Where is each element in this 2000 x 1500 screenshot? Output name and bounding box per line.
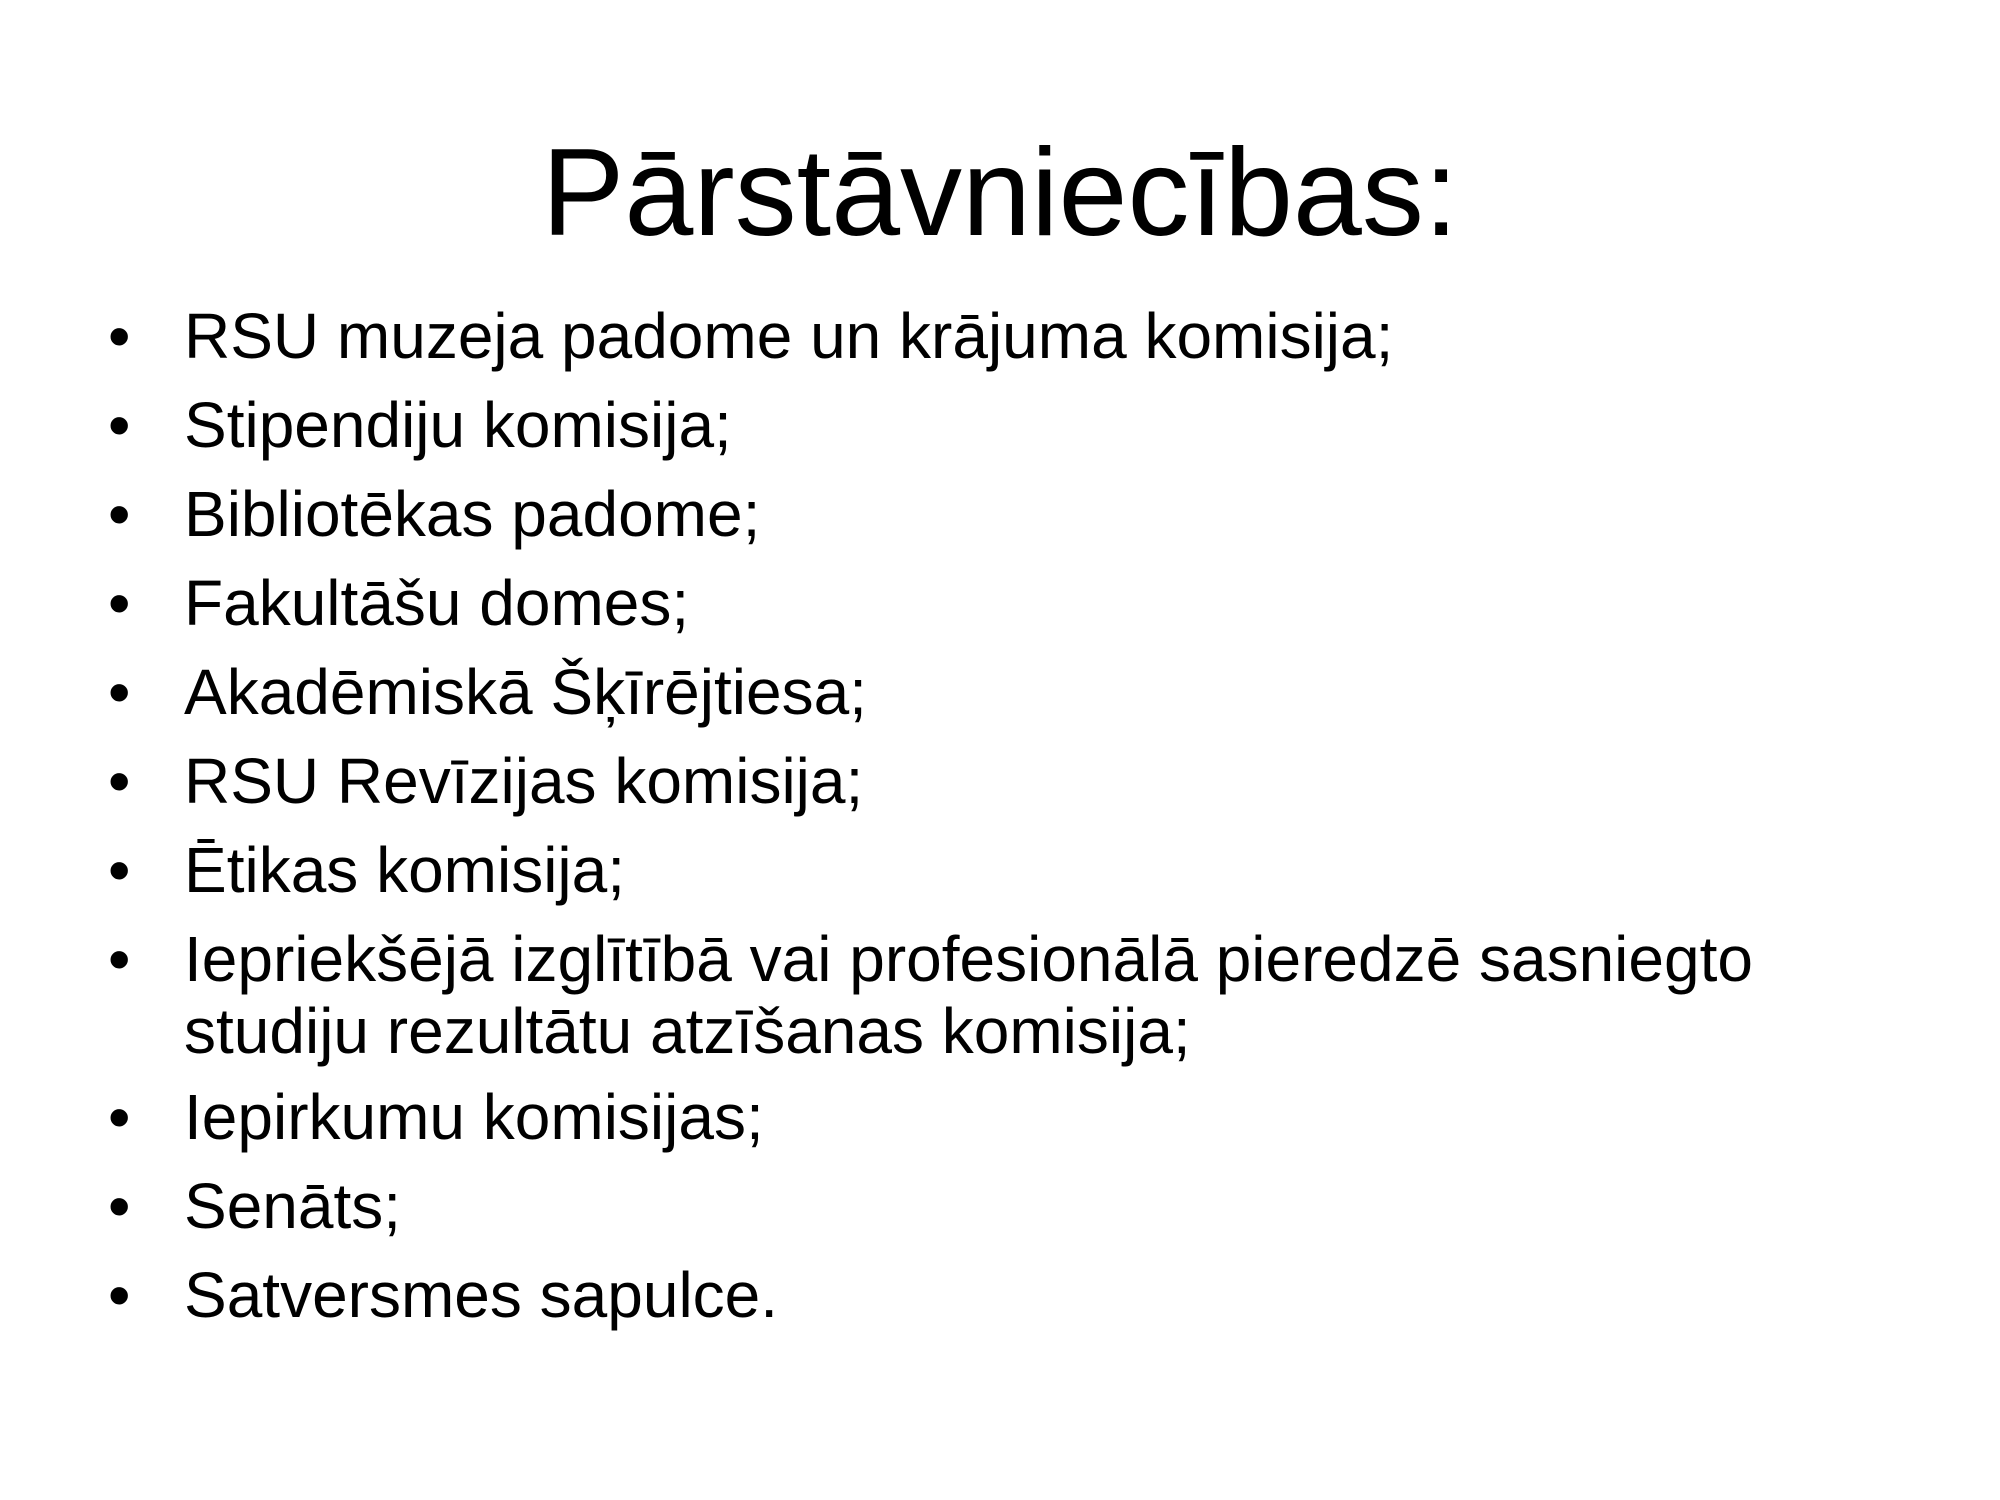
list-item [0,478,2000,550]
bullet-icon: • [108,1259,131,1331]
list-item [0,745,2000,817]
bullet-icon: • [108,567,131,639]
bullet-icon: • [108,656,131,728]
bullet-icon: • [108,478,131,550]
list-item-text: RSU muzeja padome un krājuma komisija; [184,300,1394,372]
list-item [0,1170,2000,1242]
list-item [0,1259,2000,1331]
list-item [0,300,2000,372]
list-item [0,834,2000,906]
bullet-icon: • [108,923,131,995]
list-item [0,567,2000,639]
bullet-icon: • [108,1081,131,1153]
list-item-text: Iepriekšējā izglītībā vai profesionālā pieredzē sasniegto studiju rezultātu atzīšanas komisija; [184,923,1753,1067]
list-item-text: RSU Revīzijas komisija; [184,745,864,817]
bullet-icon: • [108,389,131,461]
list-item-text: Ētikas komisija; [184,834,625,906]
bullet-icon: • [108,1170,131,1242]
bullet-icon: • [108,745,131,817]
bullet-icon: • [108,300,131,372]
list-item-text: Senāts; [184,1170,402,1242]
list-item-text: Iepirkumu komisijas; [184,1081,764,1153]
list-item-text: Bibliotēkas padome; [184,478,761,550]
list-item [0,1081,2000,1153]
bullet-list [0,300,2000,1348]
list-item-text: Satversmes sapulce. [184,1259,779,1331]
bullet-icon: • [108,834,131,906]
list-item-text: Akadēmiskā Šķīrējtiesa; [184,656,867,728]
list-item-text: Stipendiju komisija; [184,389,732,461]
list-item-text: Fakultāšu domes; [184,567,690,639]
slide-title: Pārstāvniecības: [541,124,1459,262]
list-item [0,656,2000,728]
list-item [0,389,2000,461]
list-item [0,923,2000,1067]
